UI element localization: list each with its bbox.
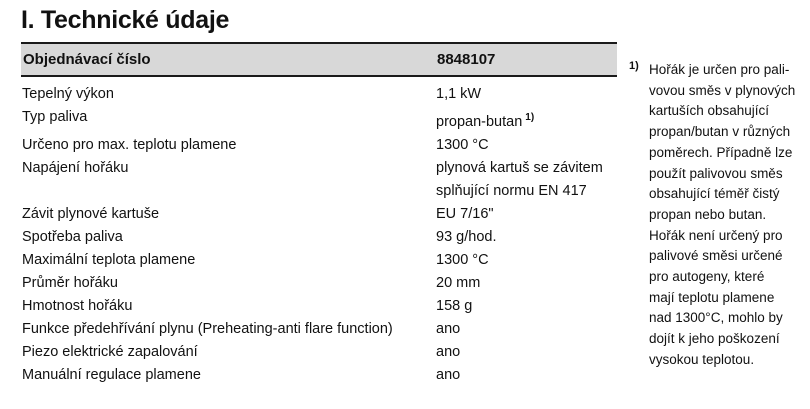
- spec-value-text: ano: [436, 367, 461, 383]
- footnote: [629, 60, 799, 371]
- spec-value-text: 158 g: [436, 298, 473, 314]
- spec-value: [436, 295, 617, 318]
- spec-row: [21, 134, 617, 157]
- spec-row: [21, 249, 617, 272]
- spec-row: [21, 106, 617, 134]
- spec-value-line: [436, 226, 617, 249]
- spec-row: [21, 341, 617, 364]
- spec-value-line: [436, 318, 617, 341]
- spec-row: [21, 157, 617, 203]
- spec-value: [436, 157, 617, 203]
- spec-value: [436, 106, 617, 134]
- spec-row: [21, 318, 617, 341]
- spec-value-text: propan-butan: [436, 114, 523, 130]
- spec-value: [436, 341, 617, 364]
- footnote-mark: 1): [629, 60, 639, 72]
- spec-value: [436, 226, 617, 249]
- footnote-line: vysokou teplotou.: [649, 351, 755, 367]
- footnote-line: obsahující téměř čistý: [649, 186, 780, 202]
- spec-value-line: [436, 180, 617, 203]
- spec-label: Spotřeba paliva: [22, 229, 123, 245]
- spec-value: [436, 318, 617, 341]
- spec-label: Napájení hořáku: [22, 160, 129, 176]
- order-number-label: Objednávací číslo: [23, 51, 151, 68]
- footnote-line: Hořák není určený pro: [649, 227, 783, 243]
- footnote-line: poměrech. Případně lze: [649, 144, 793, 160]
- table-header-row: [21, 44, 617, 77]
- spec-value-line: [436, 157, 617, 180]
- spec-label: Hmotnost hořáku: [22, 298, 133, 314]
- footnote-line: propan nebo butan.: [649, 206, 767, 222]
- spec-label: Manuální regulace plamene: [22, 367, 201, 383]
- spec-row: [21, 203, 617, 226]
- spec-row: [21, 226, 617, 249]
- spec-value-text: 1300 °C: [436, 137, 489, 153]
- footnote-line: dojít k jeho poškození: [649, 331, 780, 347]
- spec-label: Průměr hořáku: [22, 275, 118, 291]
- spec-value: [436, 249, 617, 272]
- spec-label: Funkce předehřívání plynu (Preheating-anti flare function): [22, 321, 393, 337]
- section-title: I. Technické údaje: [21, 6, 230, 34]
- footnote-ref: 1): [525, 112, 535, 123]
- footnote-line: Hořák je určen pro pali-: [649, 62, 790, 77]
- spec-value-text: splňující normu EN 417: [436, 183, 587, 199]
- spec-value: [436, 364, 617, 387]
- spec-label: Piezo elektrické zapalování: [22, 344, 198, 360]
- spec-value: [436, 134, 617, 157]
- spec-value-line: [436, 134, 617, 157]
- spec-row: [21, 83, 617, 106]
- spec-value-text: 20 mm: [436, 275, 481, 291]
- footnote-line: pro autogeny, které: [649, 269, 765, 285]
- spec-value-text: ano: [436, 321, 461, 337]
- footnote-line: použít palivovou směs: [649, 165, 783, 181]
- spec-value-line: [436, 364, 617, 387]
- spec-value-line: [436, 83, 617, 106]
- spec-value-text: 93 g/hod.: [436, 229, 497, 245]
- spec-row: [21, 272, 617, 295]
- spec-value-line: [436, 341, 617, 364]
- footnote-line: vovou směs v plynových: [649, 82, 796, 98]
- spec-value: [436, 272, 617, 295]
- spec-value-text: 1300 °C: [436, 252, 489, 268]
- spec-value-line: [436, 106, 617, 134]
- spec-value-line: [436, 203, 617, 226]
- spec-label: Tepelný výkon: [22, 86, 114, 102]
- spec-table: [21, 42, 617, 387]
- spec-value-text: ano: [436, 344, 461, 360]
- spec-value-text: plynová kartuš se závitem: [436, 160, 603, 176]
- spec-label: Závit plynové kartuše: [22, 206, 160, 222]
- spec-value-line: [436, 295, 617, 318]
- footnote-line: propan/butan v různých: [649, 124, 791, 140]
- spec-value-line: [436, 272, 617, 295]
- order-number-value: 8848107: [437, 51, 496, 68]
- spec-label: Typ paliva: [22, 109, 88, 125]
- footnote-text: [649, 60, 799, 371]
- spec-value-text: 1,1 kW: [436, 86, 482, 102]
- spec-value: [436, 203, 617, 226]
- spec-row: [21, 364, 617, 387]
- spec-label: Určeno pro max. teplotu plamene: [22, 137, 237, 153]
- spec-row: [21, 295, 617, 318]
- table-body: [21, 77, 617, 387]
- spec-value: [436, 83, 617, 106]
- footnote-line: palivové směsi určené: [649, 248, 783, 264]
- spec-value-text: EU 7/16": [436, 206, 494, 222]
- footnote-line: nad 1300°C, mohlo by: [649, 310, 783, 326]
- footnote-line: mají teplotu plamene: [649, 289, 775, 305]
- footnote-line: kartuších obsahující: [649, 103, 770, 119]
- spec-value-line: [436, 249, 617, 272]
- spec-label: Maximální teplota plamene: [22, 252, 196, 268]
